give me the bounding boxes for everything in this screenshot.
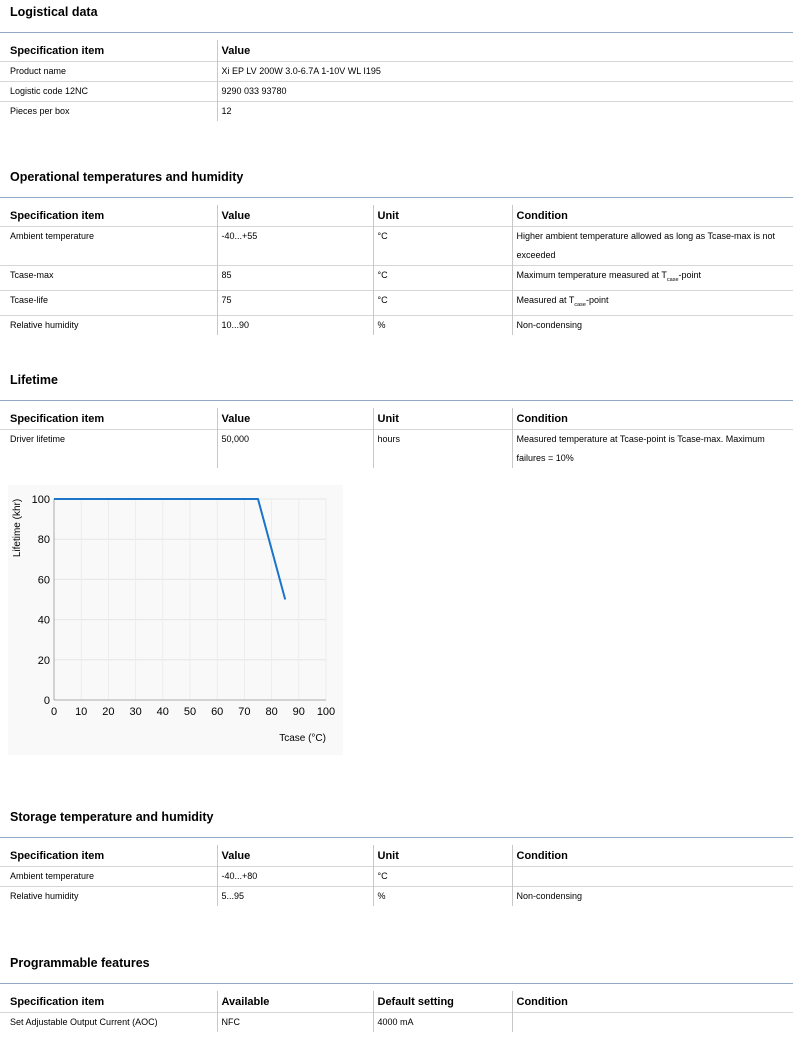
cell-unit: °C xyxy=(373,290,512,315)
lifetime-table xyxy=(0,408,793,468)
column-header: Specification item xyxy=(10,210,105,222)
divider xyxy=(0,983,793,984)
condition-text: Measured at T xyxy=(516,294,575,305)
column-header: Condition xyxy=(512,991,793,1013)
column-header: Specification item xyxy=(10,996,105,1008)
storage-table xyxy=(0,845,793,906)
cell-spec-item: Ambient temperature xyxy=(0,227,217,266)
column-header: Specification item xyxy=(10,413,105,425)
table-row xyxy=(0,266,793,291)
cell-value: NFC xyxy=(217,1013,373,1033)
table-header-row xyxy=(0,408,793,430)
cell-condition xyxy=(512,290,793,315)
column-header: Unit xyxy=(373,205,512,227)
divider xyxy=(0,197,793,198)
cell-condition: Measured temperature at Tcase-point is Tcase-max. Maximum failures = 10% xyxy=(512,430,793,469)
cell-unit: 4000 mA xyxy=(373,1013,512,1033)
cell-value: -40...+80 xyxy=(217,867,373,887)
cell-condition xyxy=(512,867,793,887)
x-axis-label: Tcase (°C) xyxy=(279,733,326,744)
cell-unit: % xyxy=(373,315,512,335)
y-tick-label: 0 xyxy=(43,695,50,707)
cell-spec-item: Logistic code 12NC xyxy=(0,82,217,102)
cell-spec-item: Set Adjustable Output Current (AOC) xyxy=(0,1013,217,1033)
x-tick-label: 70 xyxy=(238,706,251,718)
subscript: case xyxy=(666,276,679,283)
x-tick-label: 30 xyxy=(129,706,142,718)
condition-suffix: -point xyxy=(586,294,609,305)
x-tick-label: 80 xyxy=(265,706,278,718)
divider xyxy=(0,837,793,838)
table-row xyxy=(0,227,793,266)
column-header: Available xyxy=(217,991,373,1013)
cell-spec-item: Tcase-max xyxy=(0,266,217,291)
column-header: Unit xyxy=(373,408,512,430)
x-tick-label: 90 xyxy=(292,706,305,718)
cell-condition xyxy=(512,266,793,291)
cell-spec-item: Relative humidity xyxy=(0,315,217,335)
column-header: Value xyxy=(217,40,793,62)
condition-text: Maximum temperature measured at T xyxy=(516,270,667,280)
cell-unit: hours xyxy=(373,430,512,469)
subscript: case xyxy=(574,301,586,308)
table-row xyxy=(0,290,793,315)
cell-spec-item: Ambient temperature xyxy=(0,867,217,887)
column-header: Unit xyxy=(373,845,512,867)
cell-spec-item: Product name xyxy=(0,62,217,82)
cell-unit: °C xyxy=(373,266,512,291)
table-row xyxy=(0,1013,793,1033)
table-row xyxy=(0,887,793,907)
x-tick-label: 100 xyxy=(316,706,336,718)
column-header: Specification item xyxy=(10,45,105,57)
table-row xyxy=(0,867,793,887)
cell-value: -40...+55 xyxy=(217,227,373,266)
column-header: Value xyxy=(217,845,373,867)
table-row xyxy=(0,430,793,469)
cell-unit: % xyxy=(373,887,512,907)
divider xyxy=(0,32,793,33)
table-header-row xyxy=(0,991,793,1013)
table-header-row xyxy=(0,205,793,227)
x-tick-label: 10 xyxy=(75,706,88,718)
y-tick-label: 40 xyxy=(37,614,50,627)
cell-spec-item: Relative humidity xyxy=(0,887,217,907)
column-header: Condition xyxy=(512,205,793,227)
cell-condition: Non-condensing xyxy=(512,315,793,335)
column-header: Specification item xyxy=(10,850,105,862)
table-header-row xyxy=(0,845,793,867)
programmable-table xyxy=(0,991,793,1032)
cell-condition: Higher ambient temperature allowed as long as Tcase-max is not exceeded xyxy=(512,227,793,266)
y-tick-label: 80 xyxy=(37,534,50,547)
y-tick-label: 100 xyxy=(31,494,50,506)
cell-value: Xi EP LV 200W 3.0-6.7A 1-10V WL I195 xyxy=(217,62,793,82)
cell-condition: Non-condensing xyxy=(512,887,793,907)
lifetime-chart xyxy=(8,485,343,755)
section-title: Storage temperature and humidity xyxy=(10,810,214,824)
column-header: Condition xyxy=(512,845,793,867)
table-row xyxy=(0,315,793,335)
cell-unit: °C xyxy=(373,867,512,887)
cell-value: 75 xyxy=(217,290,373,315)
cell-value: 5...95 xyxy=(217,887,373,907)
column-header: Default setting xyxy=(373,991,512,1013)
cell-condition xyxy=(512,1013,793,1033)
cell-unit: °C xyxy=(373,227,512,266)
column-header: Value xyxy=(217,205,373,227)
condition-suffix: -point xyxy=(678,270,702,280)
cell-spec-item: Driver lifetime xyxy=(0,430,217,469)
x-tick-label: 50 xyxy=(183,706,197,718)
operational-table xyxy=(0,205,793,335)
cell-value: 12 xyxy=(217,102,793,122)
logistical-table xyxy=(0,40,793,121)
table-row xyxy=(0,62,793,82)
y-tick-label: 60 xyxy=(37,574,50,587)
cell-value: 50,000 xyxy=(217,430,373,469)
table-row xyxy=(0,82,793,102)
section-title: Lifetime xyxy=(10,373,58,387)
cell-value: 9290 033 93780 xyxy=(217,82,793,102)
y-axis-label: Lifetime (khr) xyxy=(12,498,23,558)
section-title: Programmable features xyxy=(10,956,150,970)
table-row xyxy=(0,102,793,122)
section-title: Operational temperatures and humidity xyxy=(10,170,244,184)
cell-value: 10...90 xyxy=(217,315,373,335)
table-header-row xyxy=(0,40,793,62)
section-title: Logistical data xyxy=(10,5,98,19)
x-tick-label: 60 xyxy=(211,706,224,718)
x-tick-label: 40 xyxy=(156,706,169,718)
column-header: Condition xyxy=(512,408,793,430)
cell-spec-item: Tcase-life xyxy=(0,290,217,315)
cell-value: 85 xyxy=(217,266,373,291)
cell-spec-item: Pieces per box xyxy=(0,102,217,122)
column-header: Value xyxy=(217,408,373,430)
x-tick-label: 20 xyxy=(102,706,115,718)
y-tick-label: 20 xyxy=(37,654,50,667)
divider xyxy=(0,400,793,401)
x-tick-label: 0 xyxy=(50,706,58,718)
